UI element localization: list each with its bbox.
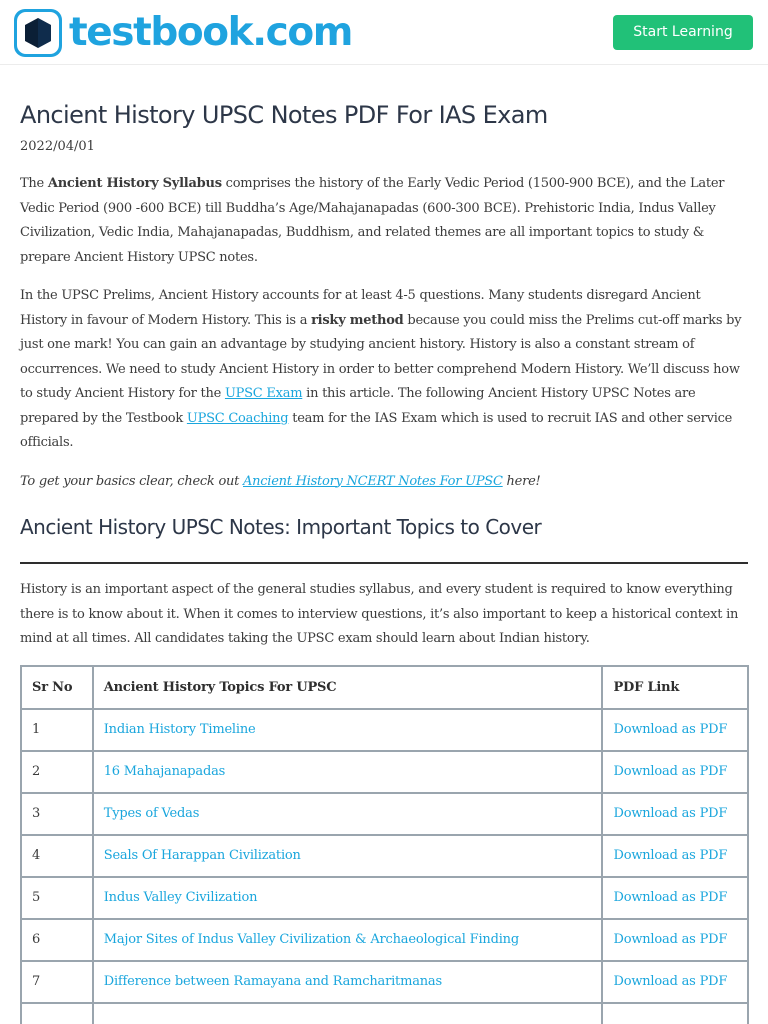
section-divider [20,562,748,564]
logo-icon[interactable] [14,9,62,57]
table-row [21,793,748,835]
row-number: 2 [21,751,93,793]
download-pdf-link[interactable]: Download as PDF [602,877,748,919]
section-heading: Ancient History UPSC Notes: Important Topics to Cover [20,515,542,539]
topics-table [20,665,749,1024]
bold-text: Ancient History Syllabus [47,176,222,191]
text-span: here! [502,473,541,489]
text-span: team for the IAS Exam which is used to recruit IAS and other service officials. [20,410,733,450]
table-row [21,919,748,961]
bold-text: risky method [311,312,404,328]
topic-link[interactable]: Difference between Ramayana and Ramcharitmanas [93,961,603,1003]
start-learning-button[interactable]: Start Learning [613,15,753,50]
download-pdf-link[interactable]: Download as PDF [602,751,748,793]
site-header [0,0,768,65]
row-number: 6 [21,919,93,961]
upsc-coaching-link[interactable]: UPSC Coaching [186,410,289,426]
table-row [21,877,748,919]
upsc-exam-link[interactable]: UPSC Exam [224,386,303,401]
text-span: To get your basics clear, check out [20,473,243,489]
table-row [21,961,748,1003]
text-span: The [20,176,48,191]
download-pdf-link[interactable]: Download as PDF [602,835,748,877]
row-number: 3 [21,793,93,835]
table-row [21,835,748,877]
topic-link[interactable]: Seals Of Harappan Civilization [93,835,603,877]
history-paragraph: History is an important aspect of the general studies syllabus, and every student is required to know everything there is to know about it. When it comes to interview questions, it’s also important to keep a historical context in mind at all times. All candidates taking the UPSC exam should learn about Indian history. [20,582,739,646]
publish-date: 2022/04/01 [20,139,95,154]
text-span: In the UPSC Prelims, Ancient History accounts for at least 4-5 questions. Many students disregard Ancient History in favour of Modern History. This is a [20,288,701,328]
table-row [21,709,748,751]
header-sr-no: Sr No [21,666,93,709]
table-row [21,1003,748,1024]
ncert-notes-link[interactable]: Ancient History NCERT Notes For UPSC [243,473,503,489]
topic-link[interactable]: Major Sites of Indus Valley Civilization & Archaeological Finding [93,919,603,961]
row-number: 4 [21,835,93,877]
header-topic: Ancient History Topics For UPSC [93,666,603,709]
text-span: because you could miss the Prelims cut-off marks by just one mark! You can gain an advantage by studying ancient history. History is also a constant stream of occurrences. We need to study Ancient History in order to better comprehend Modern History. We’ll discuss how to study Ancient History for the [20,312,742,401]
text-span: comprises the history of the Early Vedic Period (1500-900 BCE), and the Later Vedic Period (900 -600 BCE) till Buddha’s Age/Mahajanapadas (600-300 BCE). Prehistoric India, Indus Valley Civilization, Vedic India, Mahajanapadas, Buddhism, and related themes are all important topics to study & prepare Ancient History UPSC notes. [20,176,725,265]
text-span: in this article. The following Ancient History UPSC Notes are prepared by the Testbook [20,386,696,426]
row-number: 1 [21,709,93,751]
row-number [21,1003,93,1024]
download-pdf-link[interactable]: Download as PDF [602,961,748,1003]
ncert-callout [20,470,748,495]
topic-link[interactable] [93,1003,603,1024]
intro-paragraph [20,172,748,270]
table-header-row [21,666,748,709]
download-pdf-link[interactable] [602,1003,748,1024]
row-number: 7 [21,961,93,1003]
logo-wordmark[interactable]: testbook.com [69,10,352,55]
topic-link[interactable]: 16 Mahajanapadas [93,751,603,793]
topic-link[interactable]: Indian History Timeline [93,709,603,751]
row-number: 5 [21,877,93,919]
download-pdf-link[interactable]: Download as PDF [602,709,748,751]
header-pdf-link: PDF Link [602,666,748,709]
book-icon [23,17,53,49]
page-title: Ancient History UPSC Notes PDF For IAS Exam [20,101,548,129]
download-pdf-link[interactable]: Download as PDF [602,919,748,961]
table-row [21,751,748,793]
prelims-paragraph [20,284,748,456]
article [20,98,748,1024]
topic-link[interactable]: Indus Valley Civilization [93,877,603,919]
download-pdf-link[interactable]: Download as PDF [602,793,748,835]
topic-link[interactable]: Types of Vedas [93,793,603,835]
